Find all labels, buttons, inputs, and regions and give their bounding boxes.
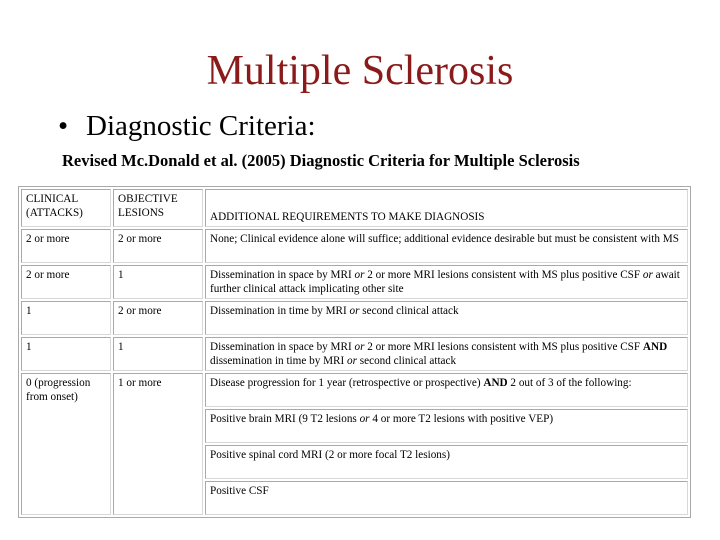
req-text: Dissemination in space by MRI: [210, 269, 355, 281]
table-row: [21, 229, 688, 263]
cell-requirements: [205, 373, 688, 407]
cell-clinical: 2 or more: [21, 265, 111, 299]
req-or: or: [359, 413, 370, 425]
req-text: Dissemination in time by MRI: [210, 305, 350, 317]
req-text: 2 or more MRI lesions consistent with MS plus positive CSF: [364, 341, 643, 353]
cell-lesions: 1: [113, 265, 203, 299]
slide-title: Multiple Sclerosis: [206, 48, 514, 94]
cell-clinical: 2 or more: [21, 229, 111, 263]
header-clinical-line2: (ATTACKS): [26, 207, 83, 219]
header-clinical-attacks: [21, 189, 111, 227]
cell-spinal-mri: Positive spinal cord MRI (2 or more focal T2 lesions): [205, 445, 688, 479]
bullet-dot-icon: •: [58, 110, 69, 142]
header-objective-lesions: [113, 189, 203, 227]
table-row: [21, 337, 688, 371]
cell-clinical: 1: [21, 301, 111, 335]
req-text: 2 or more MRI lesions consistent with MS plus positive CSF: [364, 269, 643, 281]
table-row: [21, 265, 688, 299]
table-row: [21, 301, 688, 335]
cell-clinical: 1: [21, 337, 111, 371]
cell-lesions: 1 or more: [113, 373, 203, 515]
cell-csf: Positive CSF: [205, 481, 688, 515]
req-text: Disease progression for 1 year (retrospective or prospective): [210, 377, 484, 389]
table-caption: Revised Mc.Donald et al. (2005) Diagnostic Criteria for Multiple Sclerosis: [62, 151, 580, 170]
cell-clinical: 0 (progression from onset): [21, 373, 111, 515]
table-row: [21, 373, 688, 407]
req-text: second clinical attack: [359, 305, 459, 317]
cell-brain-mri: [205, 409, 688, 443]
req-text: second clinical attack: [357, 355, 457, 367]
req-or: or: [354, 269, 365, 281]
req-text: Dissemination in space by MRI: [210, 341, 355, 353]
req-and: AND: [483, 377, 508, 389]
cell-requirements: [205, 301, 688, 335]
req-or: or: [354, 341, 365, 353]
header-objective-line1: OBJECTIVE: [118, 193, 178, 205]
req-text: 2 out of 3 of the following:: [507, 377, 632, 389]
header-clinical-line1: CLINICAL: [26, 193, 79, 205]
cell-requirements: [205, 265, 688, 299]
cell-requirements: [205, 337, 688, 371]
req-or: or: [349, 305, 360, 317]
bullet-item: [58, 112, 316, 141]
cell-requirements: None; Clinical evidence alone will suffice; additional evidence desirable but must be consistent with MS: [205, 229, 688, 263]
req-text: await further clinical attack implicating other site: [210, 269, 680, 295]
req-text: Positive brain MRI (9 T2 lesions: [210, 413, 360, 425]
cell-lesions: 2 or more: [113, 229, 203, 263]
cell-lesions: 2 or more: [113, 301, 203, 335]
bullet-text: Diagnostic Criteria:: [86, 110, 316, 142]
header-objective-line2: LESIONS: [118, 207, 164, 219]
table-header-row: [21, 189, 688, 227]
req-or: or: [347, 355, 357, 367]
req-or: or: [642, 269, 653, 281]
header-additional-requirements: ADDITIONAL REQUIREMENTS TO MAKE DIAGNOSIS: [205, 189, 688, 227]
req-and: AND: [642, 341, 668, 353]
req-text: 4 or more T2 lesions with positive VEP): [369, 413, 554, 425]
cell-lesions: 1: [113, 337, 203, 371]
req-text: dissemination in time by MRI: [210, 355, 348, 367]
diagnostic-criteria-table: [18, 186, 691, 518]
